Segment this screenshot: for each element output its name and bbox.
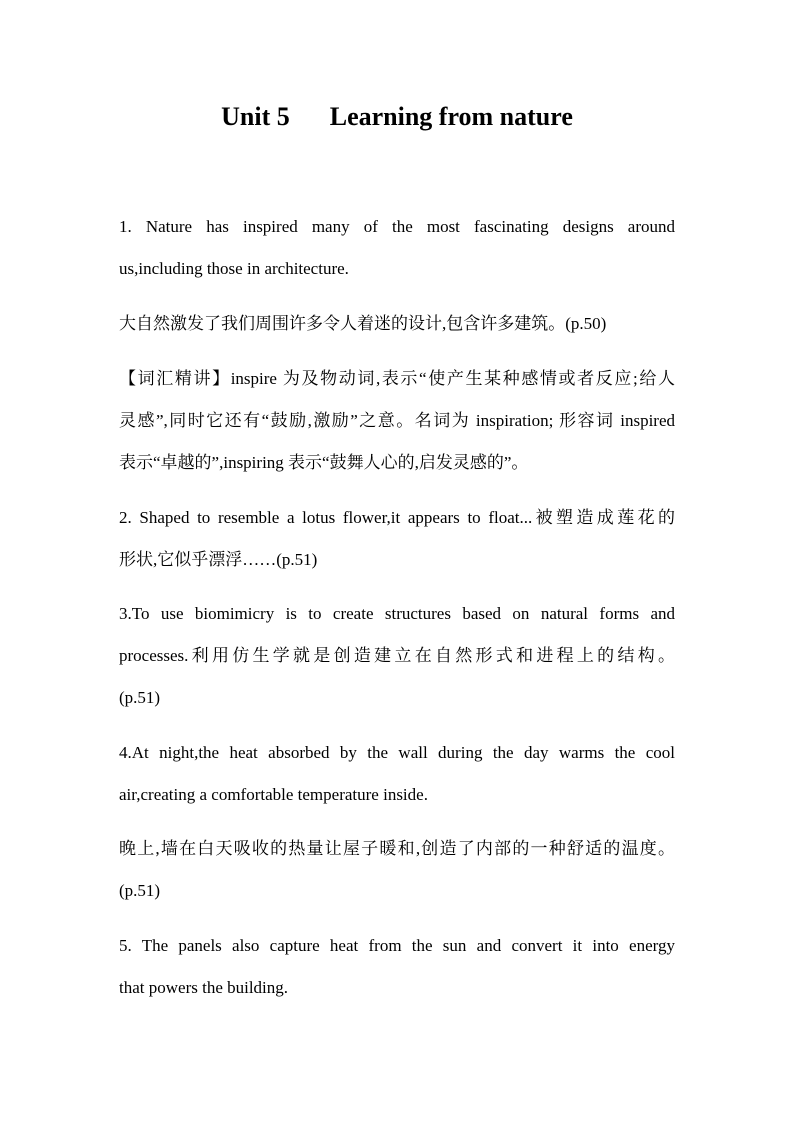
unit-label: Unit 5 [221, 102, 290, 131]
unit-topic: Learning from nature [329, 102, 573, 131]
sentence-4-line-2: air,creating a comfortable temperature inside. [119, 785, 428, 804]
sentence-4-line-1: 4.At night,the heat absorbed by the wall during the day warms the cool [119, 743, 675, 762]
sentence-4-page-ref: (p.51) [119, 881, 161, 900]
sentence-2-line-1: 2. Shaped to resemble a lotus flower,it appears to float...被塑造成莲花的 [119, 508, 675, 527]
sentence-4-translation: 晚上,墙在白天吸收的热量让屋子暖和,创造了内部的一种舒适的温度。 [119, 839, 675, 858]
vocab-note-line-2: 灵感”,同时它还有“鼓励,激励”之意。名词为 inspiration; 形容词 inspired [119, 411, 675, 430]
sentence-2-line-2: 形状,它似乎漂浮……(p.51) [119, 550, 318, 569]
vocab-note-line-3: 表示“卓越的”,inspiring 表示“鼓舞人心的,启发灵感的”。 [119, 453, 529, 472]
sentence-1-line-2: us,including those in architecture. [119, 259, 349, 278]
sentence-3-line-2: processes.利用仿生学就是创造建立在自然形式和进程上的结构。 [119, 646, 675, 665]
sentence-1-translation: 大自然激发了我们周围许多令人着迷的设计,包含许多建筑。(p.50) [119, 314, 607, 333]
page-title [0, 101, 794, 133]
sentence-3-line-1: 3.To use biomimicry is to create structures based on natural forms and [119, 604, 675, 623]
sentence-5-line-2: that powers the building. [119, 978, 289, 997]
sentence-1-line-1: 1. Nature has inspired many of the most fascinating designs around [119, 217, 675, 236]
vocab-note-line-1: 【词汇精讲】inspire 为及物动词,表示“使产生某种感情或者反应;给人 [119, 369, 675, 388]
sentence-5-line-1: 5. The panels also capture heat from the sun and convert it into energy [119, 936, 675, 955]
sentence-3-page-ref: (p.51) [119, 688, 161, 707]
